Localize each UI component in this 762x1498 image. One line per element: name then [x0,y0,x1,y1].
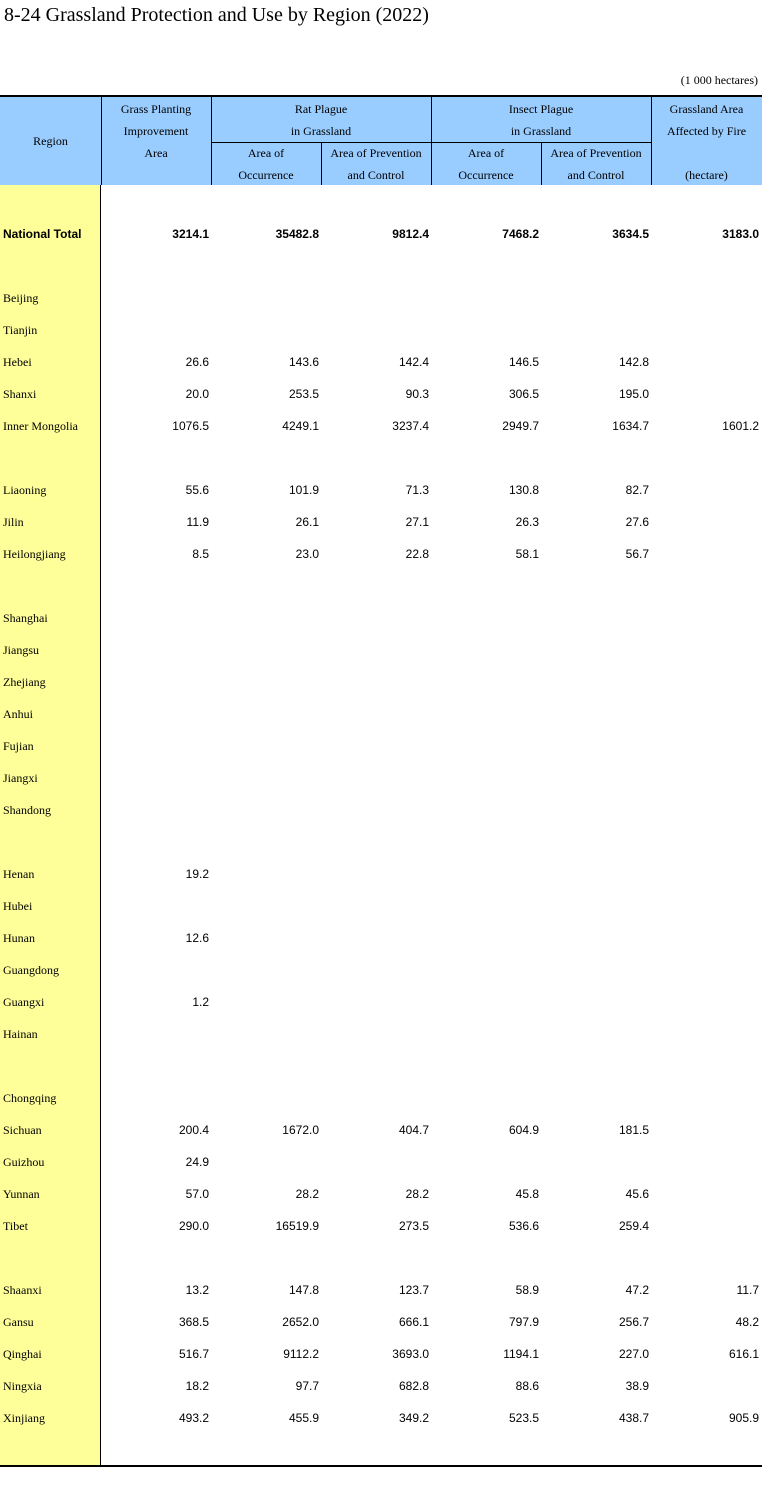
table-row [0,736,762,756]
table-row [0,960,762,980]
header-rat-line2: in Grassland [290,124,352,138]
header-region: Region [33,134,68,148]
cell-rat-occ: 23.0 [295,547,319,561]
region-name: Xinjiang [3,1411,45,1425]
header-insect-prevention-line1: Area of Prevention [550,146,642,160]
cell-rat-prev: 142.4 [398,355,429,369]
table-row [0,640,762,660]
table-header [0,95,762,185]
table-row [0,928,762,948]
cell-ins-prev: 3634.5 [612,227,649,241]
cell-ins-occ: 146.5 [508,355,539,369]
cell-fire: 48.2 [735,1315,759,1329]
cell-grass: 1.2 [192,995,209,1009]
header-fire-line2: Affected by Fire [666,124,747,138]
region-name: Zhejiang [3,675,46,689]
header-insect-occurrence-line1: Area of [467,146,505,160]
cell-grass: 3214.1 [172,227,209,241]
region-name: Shanxi [3,387,37,401]
cell-ins-occ: 306.5 [508,387,539,401]
cell-grass: 11.9 [186,515,209,529]
cell-rat-occ: 97.7 [295,1379,319,1393]
cell-rat-prev: 22.8 [405,547,429,561]
header-fire-line1: Grassland Area [669,102,744,116]
region-name: Jilin [3,515,24,529]
page-title: 8-24 Grassland Protection and Use by Region (2022) [4,4,429,26]
cell-ins-prev: 259.4 [618,1219,649,1233]
cell-ins-occ: 523.5 [508,1411,539,1425]
cell-ins-prev: 56.7 [625,547,649,561]
header-rat-occurrence-line2: Occurrence [238,168,294,182]
table-row [0,1344,762,1364]
cell-grass: 26.6 [185,355,209,369]
cell-grass: 493.2 [178,1411,209,1425]
cell-grass: 57.0 [185,1187,209,1201]
cell-grass: 1076.5 [172,419,209,433]
cell-ins-prev: 38.9 [625,1379,649,1393]
table-row [0,1088,762,1108]
cell-ins-prev: 82.7 [625,483,649,497]
cell-fire: 905.9 [728,1411,759,1425]
cell-grass: 18.2 [185,1379,209,1393]
cell-rat-prev: 404.7 [398,1123,429,1137]
region-name: Anhui [3,707,33,721]
cell-rat-prev: 28.2 [405,1187,429,1201]
region-name: Heilongjiang [3,547,66,561]
header-rat-prevention-line1: Area of Prevention [330,146,422,160]
cell-fire: 3183.0 [722,227,759,241]
cell-rat-occ: 4249.1 [282,419,319,433]
region-name: Liaoning [3,483,47,497]
header-insect-occurrence-line2: Occurrence [458,168,514,182]
cell-ins-occ: 58.9 [515,1283,539,1297]
cell-fire: 616.1 [728,1347,759,1361]
cell-rat-occ: 143.6 [288,355,319,369]
region-name: Tibet [3,1219,28,1233]
cell-grass: 12.6 [185,931,209,945]
cell-rat-prev: 349.2 [398,1411,429,1425]
table-row [0,1152,762,1172]
cell-rat-occ: 101.9 [288,483,319,497]
cell-rat-occ: 26.1 [295,515,319,529]
region-name: Guangxi [3,995,45,1009]
cell-ins-occ: 797.9 [508,1315,539,1329]
cell-rat-prev: 682.8 [398,1379,429,1393]
table-row [0,608,762,628]
cell-rat-prev: 90.3 [405,387,429,401]
table-row [0,800,762,820]
cell-rat-prev: 123.7 [398,1283,429,1297]
table-row [0,1376,762,1396]
table-row [0,864,762,884]
cell-ins-occ: 7468.2 [502,227,539,241]
cell-rat-occ: 253.5 [288,387,319,401]
cell-grass: 19.2 [185,867,209,881]
cell-rat-occ: 1672.0 [282,1123,319,1137]
cell-rat-prev: 666.1 [398,1315,429,1329]
table-row [0,320,762,340]
cell-ins-occ: 2949.7 [502,419,539,433]
region-name: Ningxia [3,1379,42,1393]
table-row [0,384,762,404]
cell-ins-prev: 227.0 [618,1347,649,1361]
region-name: Shandong [3,803,51,817]
header-grass-line3: Area [144,146,168,160]
unit-note: (1 000 hectares) [680,73,758,87]
table-row [0,704,762,724]
region-name: Beijing [3,291,39,305]
region-name: Fujian [3,739,34,753]
cell-grass: 55.6 [185,483,209,497]
region-name: Shanghai [3,611,48,625]
cell-rat-prev: 9812.4 [392,227,429,241]
table-row [0,1120,762,1140]
table-row [0,224,762,244]
cell-fire: 1601.2 [722,419,759,433]
table-row [0,288,762,308]
header-grass-line1: Grass Planting [120,102,192,116]
cell-rat-prev: 273.5 [398,1219,429,1233]
cell-ins-prev: 27.6 [625,515,649,529]
cell-ins-prev: 438.7 [618,1411,649,1425]
cell-rat-prev: 3693.0 [392,1347,429,1361]
cell-ins-prev: 1634.7 [612,419,649,433]
cell-grass: 24.9 [185,1155,209,1169]
table-row [0,416,762,436]
region-name: Chongqing [3,1091,57,1105]
table-row [0,1024,762,1044]
cell-rat-occ: 16519.9 [275,1219,319,1233]
region-name: Hubei [3,899,33,913]
cell-rat-prev: 3237.4 [392,419,429,433]
region-name: Hainan [3,1027,38,1041]
cell-grass: 20.0 [185,387,209,401]
table-row [0,896,762,916]
table-row [0,768,762,788]
cell-ins-prev: 45.6 [625,1187,649,1201]
cell-ins-occ: 536.6 [508,1219,539,1233]
region-name: Gansu [3,1315,34,1329]
cell-ins-occ: 130.8 [508,483,539,497]
region-name: Guizhou [3,1155,45,1169]
table-row [0,544,762,564]
table-row [0,992,762,1012]
region-name: Qinghai [3,1347,42,1361]
cell-rat-prev: 71.3 [405,483,429,497]
cell-ins-occ: 1194.1 [503,1347,539,1361]
cell-grass: 368.5 [178,1315,209,1329]
cell-rat-occ: 2652.0 [282,1315,319,1329]
table-row [0,512,762,532]
header-fire-unit: (hectare) [685,168,728,182]
header-rat-line1: Rat Plague [294,102,348,116]
cell-ins-prev: 181.5 [618,1123,649,1137]
cell-rat-occ: 147.8 [288,1283,319,1297]
region-name: Jiangxi [3,771,38,785]
cell-ins-occ: 88.6 [515,1379,539,1393]
cell-grass: 200.4 [178,1123,209,1137]
cell-ins-occ: 45.8 [515,1187,539,1201]
region-column-band [0,185,101,1465]
table-row [0,352,762,372]
header-rat-occurrence-line1: Area of [247,146,285,160]
region-name: Hebei [3,355,32,369]
region-name: Guangdong [3,963,59,977]
region-name: Shaanxi [3,1283,42,1297]
cell-ins-occ: 58.1 [515,547,539,561]
table-row [0,1216,762,1236]
table-row [0,480,762,500]
header-rat-prevention-line2: and Control [347,168,405,182]
cell-rat-prev: 27.1 [405,515,429,529]
table-bottom-rule [0,1465,762,1467]
region-name: Tianjin [3,323,38,337]
cell-grass: 8.5 [192,547,209,561]
cell-fire: 11.7 [736,1283,759,1297]
region-name: Inner Mongolia [3,419,78,433]
cell-rat-occ: 35482.8 [275,227,319,241]
table-row [0,1312,762,1332]
cell-ins-prev: 47.2 [625,1283,649,1297]
cell-ins-prev: 195.0 [618,387,649,401]
cell-grass: 290.0 [178,1219,209,1233]
region-name: Yunnan [3,1187,40,1201]
table-row [0,1184,762,1204]
cell-grass: 13.2 [185,1283,209,1297]
table-row [0,1408,762,1428]
cell-rat-occ: 455.9 [288,1411,319,1425]
region-name: Hunan [3,931,35,945]
cell-ins-occ: 604.9 [508,1123,539,1137]
cell-ins-occ: 26.3 [515,515,539,529]
cell-grass: 516.7 [178,1347,209,1361]
header-insect-line2: in Grassland [510,124,572,138]
cell-ins-prev: 142.8 [618,355,649,369]
table-row [0,672,762,692]
cell-rat-occ: 28.2 [295,1187,319,1201]
region-name: Sichuan [3,1123,42,1137]
region-name: Henan [3,867,35,881]
region-name: National Total [3,227,82,241]
header-insect-prevention-line2: and Control [567,168,625,182]
table-row [0,1280,762,1300]
region-name: Jiangsu [3,643,39,657]
cell-ins-prev: 256.7 [618,1315,649,1329]
cell-rat-occ: 9112.2 [283,1347,319,1361]
header-grass-line2: Improvement [123,124,189,138]
header-insect-line1: Insect Plague [508,102,574,116]
